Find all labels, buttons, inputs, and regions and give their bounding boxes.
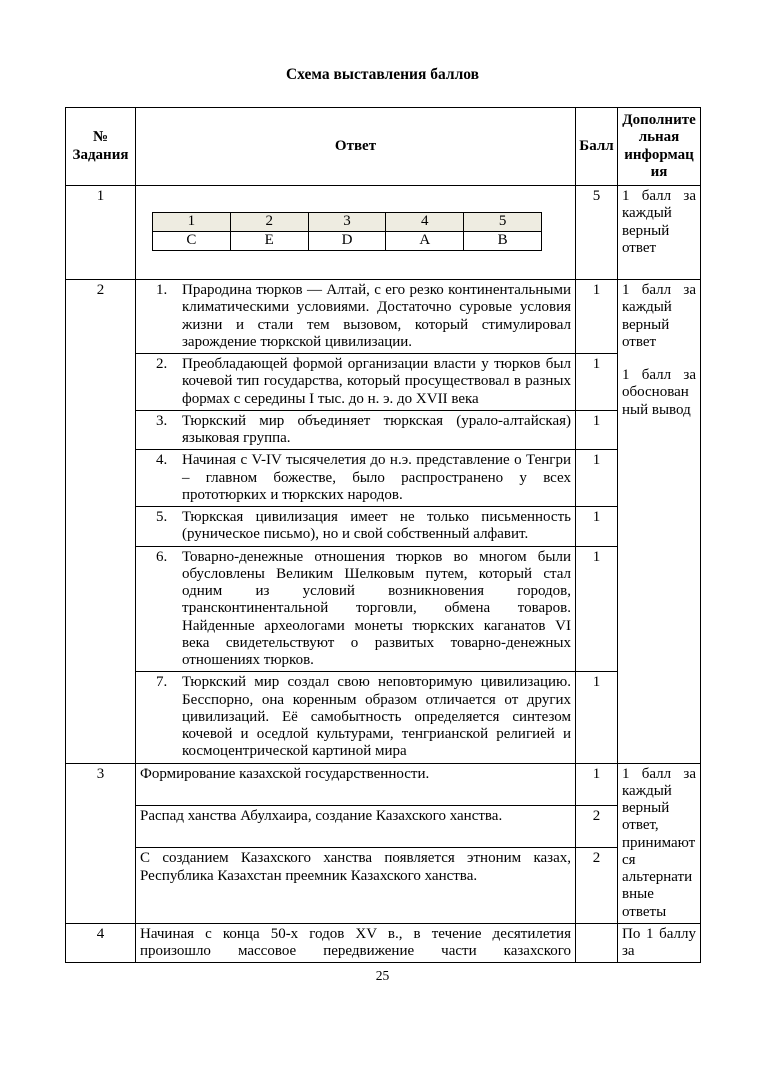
- task2-info-cell: [618, 280, 701, 764]
- list-item-number: 6.: [156, 548, 168, 565]
- task2-item-row: [66, 280, 701, 354]
- list-item-number: 1.: [156, 282, 168, 298]
- answer-key-value-row: [153, 232, 542, 251]
- answer-key-value-cell: C: [153, 232, 231, 251]
- task3-item-score-cell: 1: [576, 763, 618, 805]
- task2-item-row: [66, 410, 701, 450]
- list-item: [140, 356, 571, 408]
- task2-number-cell: 2: [66, 280, 136, 764]
- task3-item-answer-cell: Формирование казахской государственности.: [136, 763, 576, 805]
- task4-number-cell: 4: [66, 923, 136, 963]
- task3-item-row: [66, 805, 701, 847]
- list-item-number: 3.: [156, 412, 168, 429]
- list-item: [140, 509, 571, 544]
- task2-item-answer-cell: [136, 450, 576, 507]
- answer-key-value-cell: D: [308, 232, 386, 251]
- task2-item-row: [66, 507, 701, 547]
- task2-item-answer-cell: [136, 280, 576, 354]
- answer-key-table: [152, 212, 542, 251]
- page-number: 25: [375, 968, 390, 984]
- list-item-text: Начиная с V-IV тысячелетия до н.э. представление о Тенгри – главном божестве, было распространено у всех прототюрких и тюркских народов.: [182, 452, 571, 503]
- task2-item-answer-cell: [136, 546, 576, 672]
- header-info: Дополнительная информация: [618, 108, 701, 186]
- answer-key-value-cell: A: [386, 232, 464, 251]
- answer-key-header-row: [153, 213, 542, 232]
- list-item-number: 2.: [156, 356, 168, 372]
- scoring-table: [65, 107, 701, 963]
- task2-item-score-cell: 1: [576, 546, 618, 672]
- task3-item-row: [66, 763, 701, 805]
- task2-item-score-cell: 1: [576, 410, 618, 450]
- task2-item-answer-cell: [136, 672, 576, 763]
- list-item: [140, 282, 571, 351]
- answer-key-position-cell: 4: [386, 213, 464, 232]
- answer-key-position-cell: 5: [464, 213, 542, 232]
- task2-item-answer-cell: [136, 410, 576, 450]
- task1-row: [66, 186, 701, 280]
- task2-item-answer-cell: [136, 507, 576, 547]
- header-score: Балл: [576, 108, 618, 186]
- answer-key-position-cell: 3: [308, 213, 386, 232]
- answer-key-value-cell: B: [464, 232, 542, 251]
- list-item-text: Товарно-денежные отношения тюрков во многом были обусловлены Великим Шелковым путем, который стал одним из условий возникновения городов, трансконтинентальной торговли, обмена товаров. Найденные археологами монеты тюркских каганатов VI века свидетельствуют о развитых товарно-денежных отношениях тюрков.: [182, 548, 571, 668]
- task2-item-score-cell: 1: [576, 280, 618, 354]
- list-item-number: 5.: [156, 509, 168, 525]
- task2-info-line2: 1 балл за обоснованный вывод: [622, 367, 696, 418]
- task3-number-cell: 3: [66, 763, 136, 923]
- task2-item-row: [66, 354, 701, 411]
- task1-number-cell: 1: [66, 186, 136, 280]
- answer-key-value-cell: E: [230, 232, 308, 251]
- task2-item-row: [66, 672, 701, 763]
- task1-info-cell: 1 балл за каждый верный ответ: [618, 186, 701, 280]
- document-title: Схема выставления баллов: [285, 66, 480, 83]
- list-item-text: Тюркская цивилизация имеет не только письменность (руническое письмо), но и свой собственный алфавит.: [182, 509, 571, 543]
- task3-item-answer-cell: Распад ханства Абулхаира, создание Казахского ханства.: [136, 805, 576, 847]
- task4-row: [66, 923, 701, 963]
- list-item-text: Прародина тюрков — Алтай, с его резко континентальными климатическими условиями. Достаточно суровые условия жизни и стали тем вызовом, который стимулировал зарождение тюркской цивилизации.: [182, 282, 571, 350]
- task2-item-row: [66, 546, 701, 672]
- answer-key-position-cell: 1: [153, 213, 231, 232]
- task4-score-cell: [576, 923, 618, 963]
- list-item-number: 4.: [156, 452, 168, 469]
- header-row: [66, 108, 701, 186]
- task2-item-answer-cell: [136, 354, 576, 411]
- task1-score-cell: 5: [576, 186, 618, 280]
- task3-item-score-cell: 2: [576, 805, 618, 847]
- task2-item-score-cell: 1: [576, 507, 618, 547]
- task4-info-cell: По 1 баллу за: [618, 923, 701, 963]
- task2-item-score-cell: 1: [576, 354, 618, 411]
- list-item: [140, 452, 571, 504]
- list-item-text: Преобладающей формой организации власти у тюрков был кочевой тип государства, который просуществовал в разных формах с середины I тыс. до н. э. до XVII века: [182, 356, 571, 407]
- list-item: [140, 549, 571, 670]
- task2-item-score-cell: 1: [576, 450, 618, 507]
- list-item: [140, 674, 571, 760]
- list-item-number: 7.: [156, 674, 168, 691]
- task2-item-row: [66, 450, 701, 507]
- task3-info-cell: 1 балл за каждый верный ответ, принимаются альтернативные ответы: [618, 763, 701, 923]
- list-item-text: Тюркский мир создал свою неповторимую цивилизацию. Бесспорно, она коренным образом отличается от других цивилизаций. Её самобытность определяется синтезом кочевой и оседлой культурами, тенгрианской религией и космоцентрической картиной мира: [182, 674, 571, 760]
- task1-answer-cell: [136, 186, 576, 280]
- task2-item-score-cell: 1: [576, 672, 618, 763]
- task2-info-line1: 1 балл за каждый верный ответ: [622, 282, 696, 350]
- list-item: [140, 413, 571, 448]
- header-answer: Ответ: [136, 108, 576, 186]
- list-item-text: Тюркский мир объединяет тюркская (урало-алтайская) языковая группа.: [182, 412, 571, 446]
- task3-item-row: [66, 848, 701, 923]
- answer-key-position-cell: 2: [230, 213, 308, 232]
- task4-answer-cell: Начиная с конца 50-х годов XV в., в течение десятилетия произошло массовое передвижение части казахского: [136, 923, 576, 963]
- task3-item-score-cell: 2: [576, 848, 618, 923]
- header-task-number: № Задания: [66, 108, 136, 186]
- task3-item-answer-cell: С созданием Казахского ханства появляется этноним казах, Республика Казахстан преемник Казахского ханства.: [136, 848, 576, 923]
